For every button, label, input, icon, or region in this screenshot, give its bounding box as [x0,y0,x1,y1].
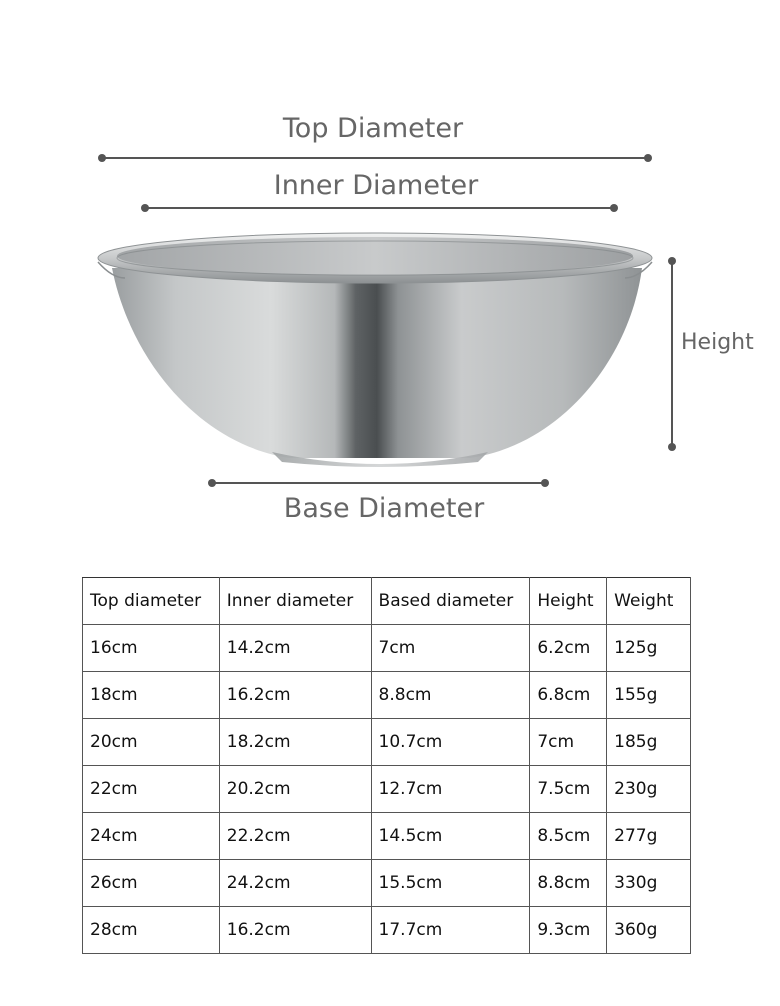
inner-diameter-label: Inner Diameter [273,170,479,201]
cell-height: 8.5cm [530,813,607,860]
cell-weight: 185g [607,719,691,766]
cell-weight: 125g [607,625,691,672]
cell-inner-diameter: 16.2cm [219,907,371,954]
size-spec-table [82,577,691,954]
cell-top-diameter: 28cm [83,907,220,954]
cell-weight: 277g [607,813,691,860]
cell-based-diameter: 15.5cm [371,860,530,907]
header-weight: Weight [607,578,691,625]
table-row [83,719,691,766]
base-diameter-label: Base Diameter [283,493,485,524]
cell-weight: 360g [607,907,691,954]
cell-inner-diameter: 14.2cm [219,625,371,672]
cell-height: 6.8cm [530,672,607,719]
header-inner-diameter: Inner diameter [219,578,371,625]
cell-inner-diameter: 20.2cm [219,766,371,813]
cell-based-diameter: 12.7cm [371,766,530,813]
table-row [83,672,691,719]
table-header-row [83,578,691,625]
header-top-diameter: Top diameter [83,578,220,625]
cell-height: 9.3cm [530,907,607,954]
cell-height: 8.8cm [530,860,607,907]
table-row [83,907,691,954]
cell-based-diameter: 10.7cm [371,719,530,766]
cell-weight: 155g [607,672,691,719]
cell-height: 7.5cm [530,766,607,813]
cell-inner-diameter: 22.2cm [219,813,371,860]
height-label: Height [681,330,754,355]
cell-inner-diameter: 24.2cm [219,860,371,907]
cell-top-diameter: 24cm [83,813,220,860]
table-row [83,625,691,672]
cell-weight: 330g [607,860,691,907]
cell-height: 7cm [530,719,607,766]
cell-top-diameter: 22cm [83,766,220,813]
cell-top-diameter: 18cm [83,672,220,719]
cell-based-diameter: 17.7cm [371,907,530,954]
top-diameter-label: Top Diameter [282,113,464,144]
top-diameter-line [98,154,652,162]
cell-top-diameter: 26cm [83,860,220,907]
cell-weight: 230g [607,766,691,813]
header-height: Height [530,578,607,625]
cell-inner-diameter: 16.2cm [219,672,371,719]
base-diameter-line [208,479,549,487]
bowl-illustration [98,233,652,467]
cell-top-diameter: 16cm [83,625,220,672]
cell-based-diameter: 14.5cm [371,813,530,860]
table-row [83,766,691,813]
table-row [83,813,691,860]
header-based-diameter: Based diameter [371,578,530,625]
table-row [83,860,691,907]
cell-inner-diameter: 18.2cm [219,719,371,766]
inner-diameter-line [141,204,618,212]
cell-based-diameter: 8.8cm [371,672,530,719]
cell-top-diameter: 20cm [83,719,220,766]
cell-height: 6.2cm [530,625,607,672]
height-line [668,257,676,451]
cell-based-diameter: 7cm [371,625,530,672]
